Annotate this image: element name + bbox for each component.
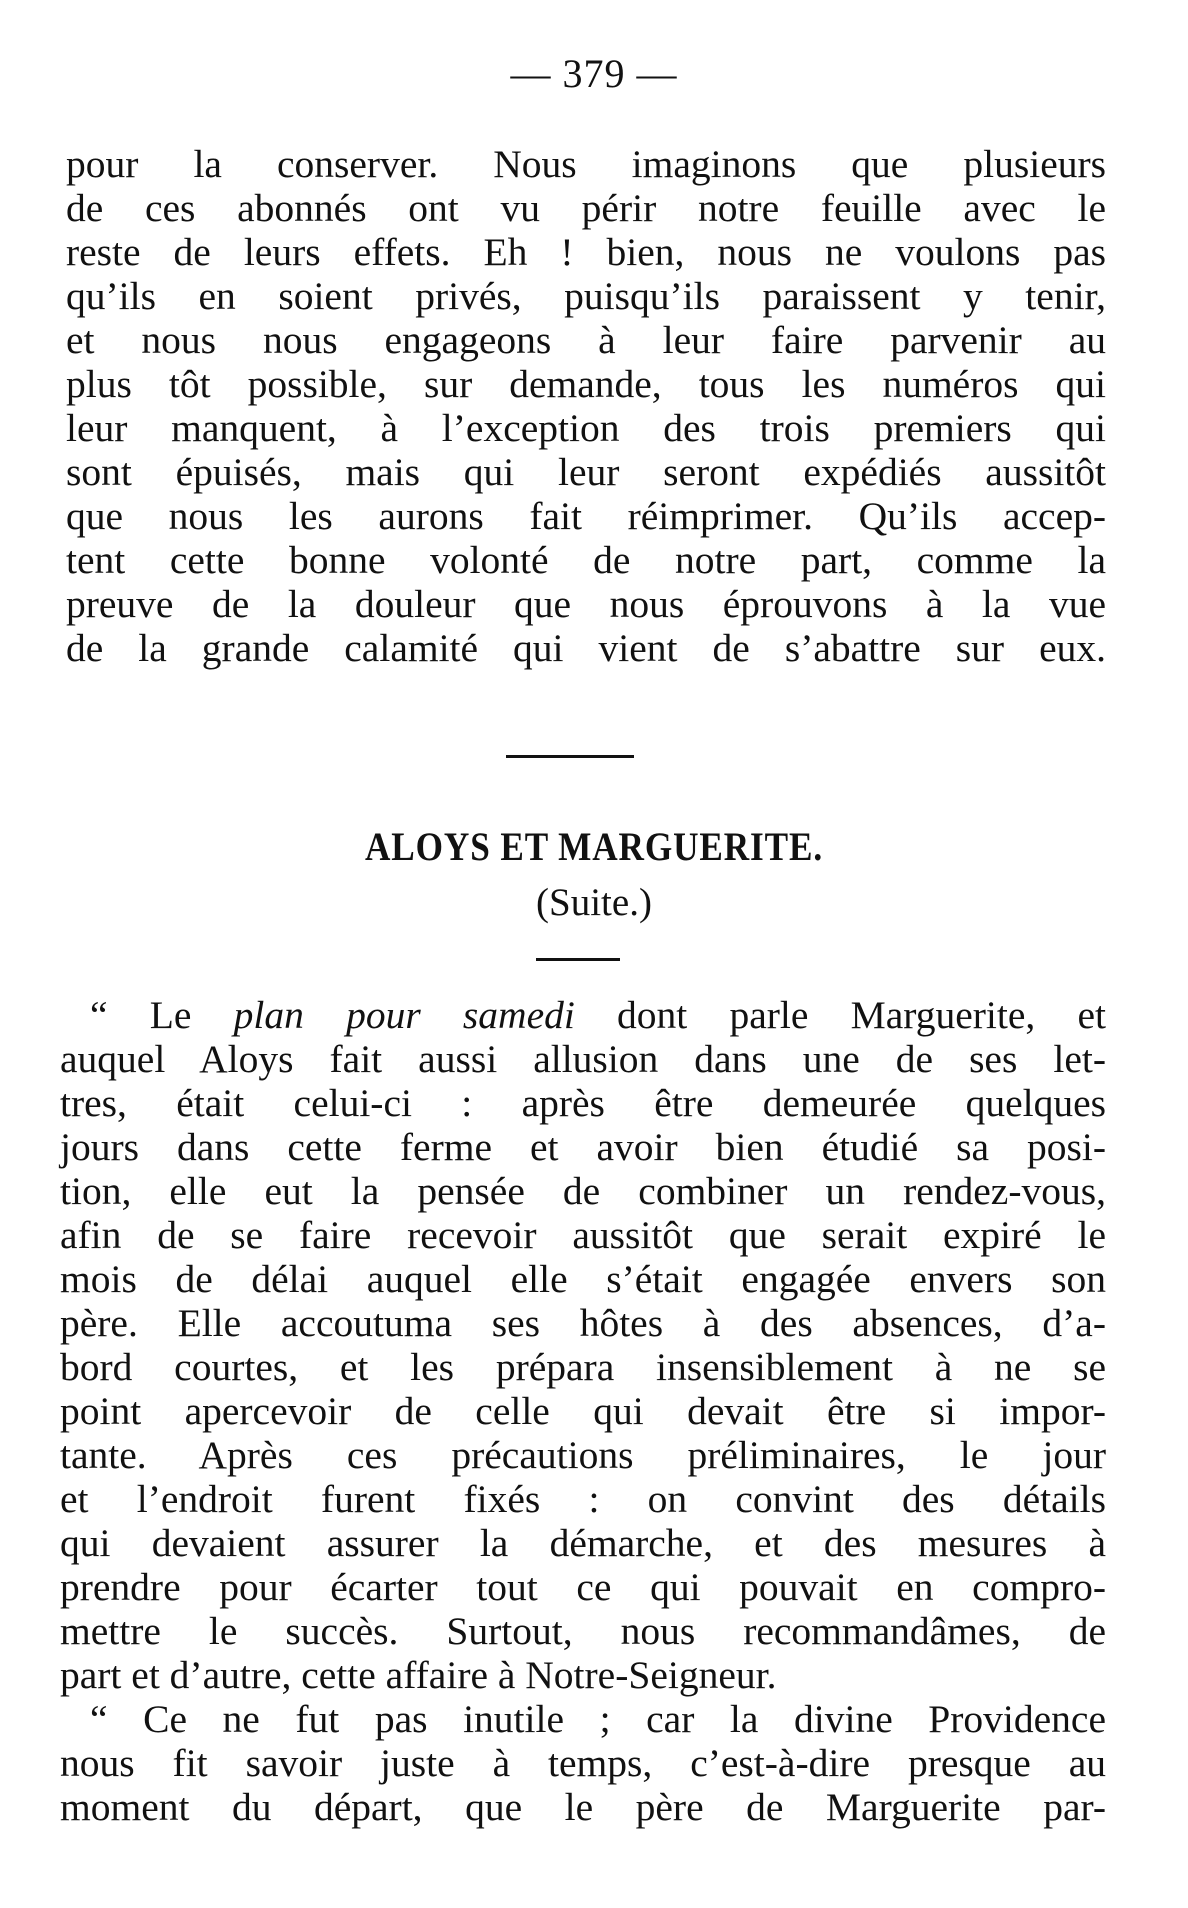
text-line: mettre le succès. Surtout, nous recommandâmes, de: [60, 1609, 1106, 1653]
page-number: — 379 —: [510, 51, 678, 96]
text-line: reste de leurs effets. Eh ! bien, nous ne voulons pas: [66, 230, 1106, 274]
paragraph-2: [60, 1697, 1106, 1829]
text-line: bord courtes, et les prépara insensiblement à ne se: [60, 1345, 1106, 1389]
text-line: sont épuisés, mais qui leur seront expédiés aussitôt: [66, 450, 1106, 494]
intro-paragraph: [66, 142, 1106, 670]
text-line: qui devaient assurer la démarche, et des mesures à: [60, 1521, 1106, 1565]
text-line: auquel Aloys fait aussi allusion dans une de ses let-: [60, 1037, 1106, 1081]
text-line: tion, elle eut la pensée de combiner un rendez-vous,: [60, 1169, 1106, 1213]
text-line: qu’ils en soient privés, puisqu’ils paraissent y tenir,: [66, 274, 1106, 318]
text-line: mois de délai auquel elle s’était engagée envers son: [60, 1257, 1106, 1301]
text-line: que nous les aurons fait réimprimer. Qu’ils accep-: [66, 494, 1106, 538]
first-line: [60, 993, 1106, 1037]
text-line: pour la conserver. Nous imaginons que plusieurs: [66, 142, 1106, 186]
text-line: preuve de la douleur que nous éprouvons à la vue: [66, 582, 1106, 626]
text-line: “ Ce ne fut pas inutile ; car la divine Providence: [90, 1697, 1106, 1741]
title-divider: [536, 958, 620, 961]
section-divider: [506, 755, 634, 758]
text-line: nous fit savoir juste à temps, c’est-à-dire presque au: [60, 1741, 1106, 1785]
text-line: de ces abonnés ont vu périr notre feuille avec le: [66, 186, 1106, 230]
italic-phrase: plan pour samedi: [233, 993, 575, 1037]
text-line: et l’endroit furent fixés : on convint des détails: [60, 1477, 1106, 1521]
paragraph-1: [60, 993, 1106, 1697]
article-title: ALOYS ET MARGUERITE.: [364, 824, 824, 869]
text-line: leur manquent, à l’exception des trois premiers qui: [66, 406, 1106, 450]
text-line: moment du départ, que le père de Marguerite par-: [60, 1785, 1106, 1829]
article-subtitle: (Suite.): [536, 881, 652, 924]
text-line: point apercevoir de celle qui devait être si impor-: [60, 1389, 1106, 1433]
text-line: tante. Après ces précautions préliminaires, le jour: [60, 1433, 1106, 1477]
text-line: afin de se faire recevoir aussitôt que serait expiré le: [60, 1213, 1106, 1257]
text-line: part et d’autre, cette affaire à Notre-Seigneur.: [60, 1653, 777, 1697]
text-line: tent cette bonne volonté de notre part, comme la: [66, 538, 1106, 582]
text-line: de la grande calamité qui vient de s’abattre sur eux.: [66, 626, 1106, 670]
text-line: prendre pour écarter tout ce qui pouvait en compro-: [60, 1565, 1106, 1609]
first-line-rest: dont parle Marguerite, et: [574, 993, 1107, 1037]
text-line: père. Elle accoutuma ses hôtes à des absences, d’a-: [60, 1301, 1106, 1345]
text-line: tres, était celui-ci : après être demeurée quelques: [60, 1081, 1106, 1125]
text-line: plus tôt possible, sur demande, tous les numéros qui: [66, 362, 1106, 406]
text-line: jours dans cette ferme et avoir bien étudié sa posi-: [60, 1125, 1106, 1169]
text-line: et nous nous engageons à leur faire parvenir au: [66, 318, 1106, 362]
opening-quote: “ Le: [90, 993, 234, 1037]
